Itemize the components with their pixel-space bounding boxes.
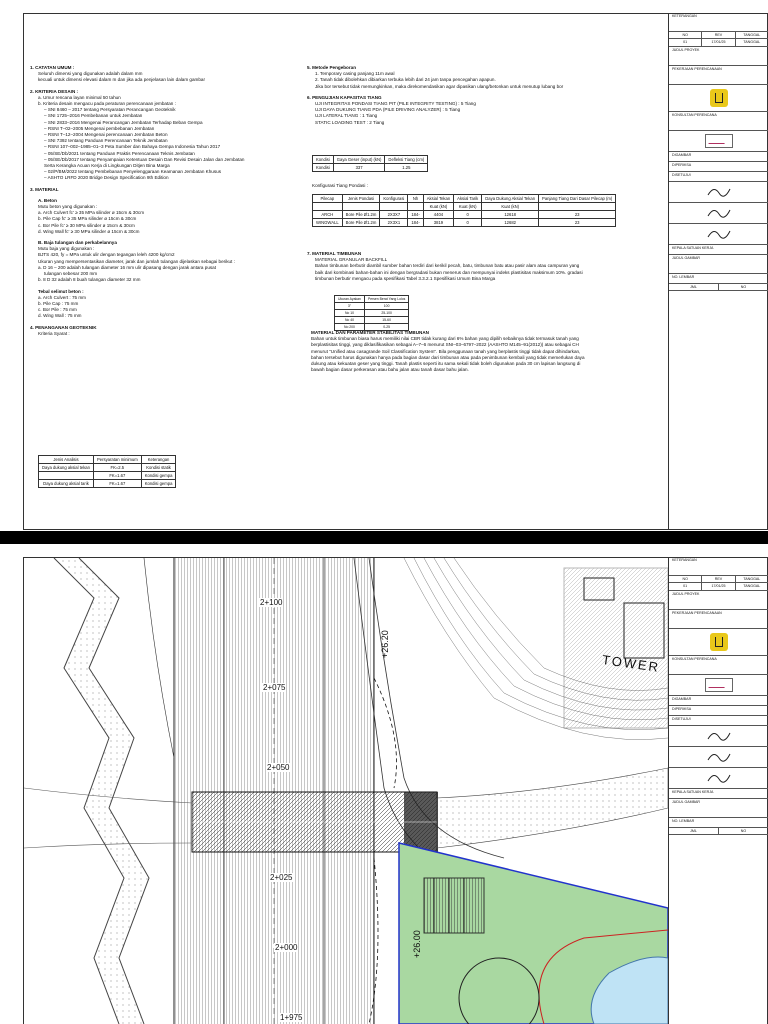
- table-cell: 0: [454, 219, 482, 227]
- table-cell: FK=1.67: [93, 472, 141, 480]
- table-cell: 0: [454, 211, 482, 219]
- table-header-cell: Jenis Pondasi: [342, 195, 380, 203]
- signature-cell: [669, 726, 768, 747]
- note-line: – SNI 7392 tentang Panduan Perencanaan Teknik Jembatan: [44, 138, 168, 144]
- note-line: Jika bor tersebut tidak memungkinkan, maka direkomendasikan agar dipasikan ulang/betonkan untuk menutup lubang bor: [315, 83, 564, 89]
- signature-c-icon: [706, 771, 732, 785]
- signature-cell: [669, 182, 768, 203]
- note-line: d. Wing Wall fc' ≥ 30 MPa silinder ø 15cm & 30cm: [38, 228, 140, 234]
- table-cell: Bore Pile Ø1.2m: [342, 219, 380, 227]
- note-line: b. Pile Cap : 75 mm: [38, 300, 79, 306]
- note-line: baik dari kombinasi bahan-bahan ini dengan bergradasi bukan menerus dan mempunyai indeks plastisitas maksimum 10%. gradasi: [315, 269, 583, 275]
- consultant-logo-icon: [705, 678, 733, 692]
- sheet-count-cell: JML: [669, 284, 719, 290]
- revision-header-cell: NO: [669, 32, 702, 38]
- note-line: Mutu beton yang digunakan :: [38, 204, 98, 210]
- ministry-logo-cell: [669, 629, 768, 656]
- note-line: UJI DAYA DUKUNG TIANG PDA (PILE DRIVING ANALYZER) : 5 Tiang: [315, 107, 461, 113]
- table-cell: 184-: [408, 219, 423, 227]
- tower-label: TOWER: [601, 652, 661, 675]
- revision-value-row: [669, 583, 768, 590]
- table-subheader-cell: [313, 203, 343, 211]
- station-label: 1+975: [280, 1013, 303, 1022]
- note-line: – RSNI T–02–2005 Mengenai pembebanan Jembatan: [44, 125, 155, 131]
- table-subheader-cell: [539, 203, 616, 211]
- signature-c-icon: [706, 227, 732, 241]
- table-cell: 12618: [482, 211, 539, 219]
- note-line: – RSNI T–12–2004 Mengenai perencanaan Jembatan Beton: [44, 132, 168, 138]
- project-work-cell: PEKERJAAN PERENCANAAN: [669, 66, 768, 85]
- note-line: Seluruh dimensi yang digunakan adalah dalam mm: [38, 71, 143, 77]
- note-line: 4. PENANGANAN GEOTEKNIK: [30, 324, 97, 330]
- fill-material-notes: [307, 246, 667, 282]
- signature-b-icon: [706, 206, 732, 220]
- table-cell: Daya dukung aksial tekan: [39, 464, 94, 472]
- station-label: 2+050: [267, 763, 290, 772]
- table-row: [313, 164, 428, 172]
- table-cell: Kondisi gempa: [141, 472, 176, 480]
- table-subheader-cell: [408, 203, 423, 211]
- drawing-sheet-plan: [0, 544, 768, 1024]
- consultant-cell: KONSULTAN PERENCANA: [669, 112, 768, 131]
- stability-notes: [311, 325, 666, 373]
- drawn-by-cell: DIGAMBAR: [669, 152, 768, 162]
- geotechnical-criteria-table: [38, 455, 176, 488]
- signature-b-icon: [706, 750, 732, 764]
- revision-header-cell: TANGGAL: [743, 577, 761, 581]
- table-cell: 184-: [408, 211, 423, 219]
- table-header-cell: Keterangan: [141, 456, 176, 464]
- table-cell: [39, 472, 94, 480]
- pile-config-title: Konfigurasi Tiang Pondasi :: [312, 183, 368, 188]
- note-line: 3. MATERIAL: [30, 186, 59, 192]
- table-header-cell: Nh: [408, 195, 423, 203]
- table-subheader-cell: Kuat (kN): [482, 203, 539, 211]
- table-row: [335, 317, 409, 324]
- note-line: STATIC LOADING TEST : 2 Tiang: [315, 119, 385, 125]
- table-row: [313, 211, 616, 219]
- note-line: d. Wing Wall : 75 mm: [38, 313, 82, 319]
- station-label: 2+075: [263, 683, 286, 692]
- note-line: Ukuran yang mempersentasikan diameter, jarak dan jumlah tulangan dijelaskan sebagai berikut :: [38, 258, 235, 264]
- table-row: [335, 303, 409, 310]
- table-cell: No 10: [335, 310, 365, 317]
- table-cell: 3819: [423, 219, 453, 227]
- consultant-logo-icon: [705, 134, 733, 148]
- project-title-cell: JUDUL PROYEK: [669, 47, 768, 66]
- note-line: – SNI 1725–2016 Pembebanan untuk Jembatan: [44, 113, 143, 119]
- revision-value-cell: 17/01/25: [702, 583, 735, 589]
- signature-cell: [669, 747, 768, 768]
- revision-header-cell: TANGGAL: [743, 33, 761, 37]
- ministry-logo-icon: [710, 633, 728, 651]
- site-plan-drawing: [24, 558, 668, 1024]
- note-line: – 05/SE/Db/2017 tentang Penyampaian Ketentuan Desain Dan Revisi Desain Jalan dan Jembatan: [44, 156, 245, 162]
- sheet-count-cell: NO: [740, 828, 747, 833]
- table-cell: 12682: [482, 219, 539, 227]
- note-line: Mutu baja yang digunakan :: [38, 246, 95, 252]
- elevation-label: +26.00: [412, 930, 422, 958]
- pile-configuration-table: [312, 194, 616, 227]
- revision-value-cell: 01: [669, 583, 702, 589]
- elevation-label: +26.20: [380, 630, 390, 658]
- note-line: dukung atau kekuatan geser yang tinggi. Tanah plastis seperti itu sama sekali tidak boleh digunakan pada 30 cm lapisan langsung di: [311, 361, 581, 367]
- table-cell: 100: [364, 303, 408, 310]
- table-row: [313, 219, 616, 227]
- revision-value-cell: 01: [669, 39, 702, 45]
- note-line: c. Bor Pile fc' ≥ 30 MPa silinder ø 15cm & 30cm: [38, 222, 135, 228]
- note-line: – SNI 8460 – 2017 tentang Persyaratan Perancangan Geoteknik: [44, 107, 176, 113]
- revision-header-cell: REV: [702, 32, 735, 38]
- work-unit-head-cell: KEPALA SATUAN KERJA: [669, 245, 768, 255]
- note-line: timbunan berbutir mengacu pada spesifikasi Tabel 3.3.2.1 Spesifikasi Umum Bina Marga: [315, 275, 496, 281]
- ministry-logo-icon: [710, 89, 728, 107]
- table-header-cell: Persen Berat Yang Lolos: [364, 296, 408, 303]
- table-row: [39, 464, 176, 472]
- note-line: b. 8 D 32 adalah 8 buah tulangan diameter 32 mm: [38, 277, 141, 283]
- revision-header-row: [669, 576, 768, 583]
- note-line: – 05/SE/Db/2021 tentang Panduan Praktis Perencanaan Teknis Jembatan: [44, 150, 195, 156]
- table-cell: 337: [333, 164, 385, 172]
- note-line: berplastisitas tinggi, yang diklasifikasikan sebagai A–7–6 menurut SNI–03–6797–2022 (AASHTO M145–91(2012)) atau sebagai CH: [311, 342, 579, 348]
- table-row: [39, 472, 176, 480]
- table-cell: Kondisi gempa: [141, 480, 176, 488]
- table-header-cell: Ukuran Ayakan: [335, 296, 365, 303]
- note-line: BJTS 420, fy = MPa untuk ulir dengan tegangan leleh 4200 kg/cm2: [38, 252, 175, 258]
- sheet-number-cell: NO. LEMBAR: [669, 274, 768, 284]
- lateral-test-table: [312, 155, 428, 172]
- note-line: kecuali untuk dimensi elevasi dalam m dan jika ada penjelasan lain dalam gambar: [38, 77, 206, 83]
- sheet-number-cell: NO. LEMBAR: [669, 818, 768, 828]
- note-line: a. Arch Culvert : 75 mm: [38, 294, 86, 300]
- table-cell: WINGWALL: [313, 219, 343, 227]
- table-cell: Bore Pile Ø1.2m: [342, 211, 380, 219]
- note-line: Bahan timbunan berbutir diambil sumber bahan terdiri dari kerikil pecah, batu, timbunan batu atau pasir alam atau campuran yang: [315, 263, 580, 269]
- checked-by-cell: DIPERIKSA: [669, 162, 768, 172]
- revision-value-cell: TANGGAL: [743, 584, 761, 589]
- table-cell: 15-60: [364, 317, 408, 324]
- table-header-cell: Aksial Tekan: [423, 195, 453, 203]
- table-cell: Kondisi: [313, 164, 334, 172]
- signature-a-icon: [706, 185, 732, 199]
- sheet-count-cell: JML: [669, 828, 719, 834]
- note-line: – RSNI 107–002–1985–01–3 Peta Sumber dan Bahaya Gempa Indonesia Tahun 2017: [44, 144, 221, 150]
- table-cell: No 200: [335, 324, 365, 331]
- note-line: a. D 16 – 200 adalah tulangan diameter 16 mm ulir dipasang dengan jarak antara pusat: [38, 264, 216, 270]
- note-line: Tebal selimut beton :: [38, 288, 84, 294]
- table-cell: FK=2.5: [93, 464, 141, 472]
- table-subheader-cell: Kuat (kN): [423, 203, 453, 211]
- note-line: 1. CATATAN UMUM :: [30, 65, 75, 70]
- pile-notes-column: [307, 60, 667, 126]
- table-header-cell: Pilecap: [313, 195, 343, 203]
- table-cell: ARCH: [313, 211, 343, 219]
- table-cell: No 40: [335, 317, 365, 324]
- table-cell: 23: [539, 211, 616, 219]
- general-notes-column: [30, 60, 300, 337]
- note-line: c. Bor Pile : 75 mm: [38, 307, 77, 313]
- table-header-cell: Defleksi Tiang (cm): [385, 156, 428, 164]
- signature-cell: [669, 768, 768, 789]
- table-row: [335, 310, 409, 317]
- drawn-by-cell: DIGAMBAR: [669, 696, 768, 706]
- approved-by-cell: DISETUJUI: [669, 716, 768, 726]
- table-header-cell: Daya Dukung Aksial Tekan: [482, 195, 539, 203]
- note-line: A. Beton: [38, 197, 57, 203]
- approved-by-cell: DISETUJUI: [669, 172, 768, 182]
- station-label: 2+025: [270, 873, 293, 882]
- revision-header-cell: NO: [669, 576, 702, 582]
- station-label: 2+000: [275, 943, 298, 952]
- table-cell: 4404: [423, 211, 453, 219]
- note-line: a. Arch Culvert fc' ≥ 35 MPa silinder ø 15cm & 30cm: [38, 210, 145, 216]
- checked-by-cell: DIPERIKSA: [669, 706, 768, 716]
- stability-title: MATERIAL DAN PARAMETER STABILITAS TIMBUNAN: [311, 330, 429, 335]
- table-cell: 23: [539, 219, 616, 227]
- table-header-cell: Konfigurasi: [380, 195, 408, 203]
- note-line: tulangan sebesar 200 mm: [44, 271, 98, 277]
- signature-cell: [669, 224, 768, 245]
- note-line: 7. MATERIAL TIMBUNAN: [307, 251, 362, 256]
- table-cell: 2X3X1: [380, 219, 408, 227]
- table-subheader-cell: Kuat (kN): [454, 203, 482, 211]
- note-line: b. Kriteria desain mengacu pada peraturan perencanaan jembatan :: [38, 101, 176, 107]
- note-line: Bahan untuk timbunan biasa harus memiliki nilai CBR tidak kurang dari 6% bahan yang dipilih sebaiknya tidak termasuk tanah yang: [311, 336, 579, 342]
- table-header-cell: Panjang Tiang Dari Dasar Pilecap (m): [539, 195, 616, 203]
- table-cell: 2X3X7: [380, 211, 408, 219]
- table-cell: 25-100: [364, 310, 408, 317]
- table-cell: FK=1.67: [93, 480, 141, 488]
- table-cell: Daya dukung aksial tarik: [39, 480, 94, 488]
- note-line: bahan tersebut harus digunakan hanya pada bagian dasar dari timbunan atau pada penimbunan kembali yang tidak memerlukan daya: [311, 354, 585, 360]
- tower-building: [564, 568, 668, 728]
- table-subheader-cell: [380, 203, 408, 211]
- signature-cell: [669, 675, 768, 696]
- table-header-cell: Kondisi: [313, 156, 334, 164]
- revision-header-cell: REV: [702, 576, 735, 582]
- title-block-notes: KETERANGAN: [669, 557, 768, 576]
- table-cell: 1.25: [385, 164, 428, 172]
- river-channel: [437, 768, 668, 848]
- note-line: a. Umur rencana layan minimal 50 tahun: [38, 94, 121, 100]
- table-header-cell: Aksial Tarik: [454, 195, 482, 203]
- table-subheader-cell: [342, 203, 380, 211]
- project-work-cell: PEKERJAAN PERENCANAAN: [669, 610, 768, 629]
- note-line: 5. Metode Pengeboran: [307, 65, 357, 70]
- signature-cell: [669, 131, 768, 152]
- note-line: b. Pile Cap fc' ≥ 35 MPa silinder ø 15cm & 30cm: [38, 216, 137, 222]
- revision-header-row: [669, 32, 768, 39]
- site-plan-svg: [24, 558, 668, 1024]
- stability-paragraph: [311, 336, 666, 373]
- drawing-title-cell: JUDUL GAMBAR: [669, 255, 768, 274]
- note-line: 2. KRITERIA DESAIN :: [30, 88, 79, 94]
- sheet-count-cell: NO: [740, 284, 747, 289]
- note-line: 6. PENGUJIAN KAPASITAS TIANG: [307, 94, 382, 100]
- note-line: menurut "Unified atau casagrande Soil Classification System". Bila penggunaan tanah yang berplastis tinggi tidak dapat dihindarkan,: [311, 348, 581, 354]
- table-header-cell: Persyaratan minimum: [93, 456, 141, 464]
- title-block: [668, 13, 768, 530]
- sheet-count-row: [669, 828, 768, 835]
- signature-cell: [669, 203, 768, 224]
- note-line: 2. Tanah tidak dibolehkan dibiarkan terbuka lebih dari 24 jam tanpa pencegahan apapun.: [315, 77, 496, 83]
- revision-value-cell: 17/01/25: [702, 39, 735, 45]
- signature-a-icon: [706, 729, 732, 743]
- table-cell: 0-25: [364, 324, 408, 331]
- table-row: [39, 480, 176, 488]
- note-line: Serta Kerangka Acuan Kerja di Lingkungan Ditjen Bina Marga: [44, 163, 170, 169]
- table-cell: 3": [335, 303, 365, 310]
- note-line: – ASHTO LRFD 2020 Bridge Design Specification 9th Edition: [44, 175, 169, 181]
- sheet-count-row: [669, 284, 768, 291]
- revision-value-cell: TANGGAL: [743, 40, 761, 45]
- note-line: UJI LATERAL TIANG : 1 Tiang: [315, 113, 378, 119]
- note-line: B. Baja tulangan dan perkabelannya: [38, 240, 117, 246]
- note-line: MATERIAL GRANULAR BACKFILL: [315, 257, 388, 263]
- note-line: bawah bagian dasar perkerasan atau bahu jalan atau tanah dasar bahu jalan.: [311, 367, 469, 373]
- note-line: – 02/P/BM/2022 tentang Pembebanan Penyelenggaraan Keamanan Jembatan Khusus: [44, 169, 221, 175]
- table-cell: Kondisi statik: [141, 464, 176, 472]
- note-line: UJI INTEGRITAS PONDASI TIANG PIT (PILE INTEGRITY TESTING) : 5 Tiang: [315, 101, 476, 107]
- note-line: – SNI 2833–2016 Mengenai Perancangan Jembatan Terhadap Beban Gempa: [44, 119, 203, 125]
- title-block: [668, 557, 768, 1024]
- table-header-cell: Gaya Geser (input) (kN): [333, 156, 385, 164]
- drawing-title-cell: JUDUL GAMBAR: [669, 799, 768, 818]
- title-block-notes: KETERANGAN: [669, 13, 768, 32]
- station-label: 2+100: [260, 598, 283, 607]
- consultant-cell: KONSULTAN PERENCANA: [669, 656, 768, 675]
- note-line: 1. Temporary casing panjang 11m awal: [315, 71, 395, 77]
- note-line: Kriteria Syarat :: [38, 330, 70, 336]
- ministry-logo-cell: [669, 85, 768, 112]
- project-title-cell: JUDUL PROYEK: [669, 591, 768, 610]
- work-unit-head-cell: KEPALA SATUAN KERJA: [669, 789, 768, 799]
- revision-value-row: [669, 39, 768, 46]
- table-header-cell: Jenis Analisis: [39, 456, 94, 464]
